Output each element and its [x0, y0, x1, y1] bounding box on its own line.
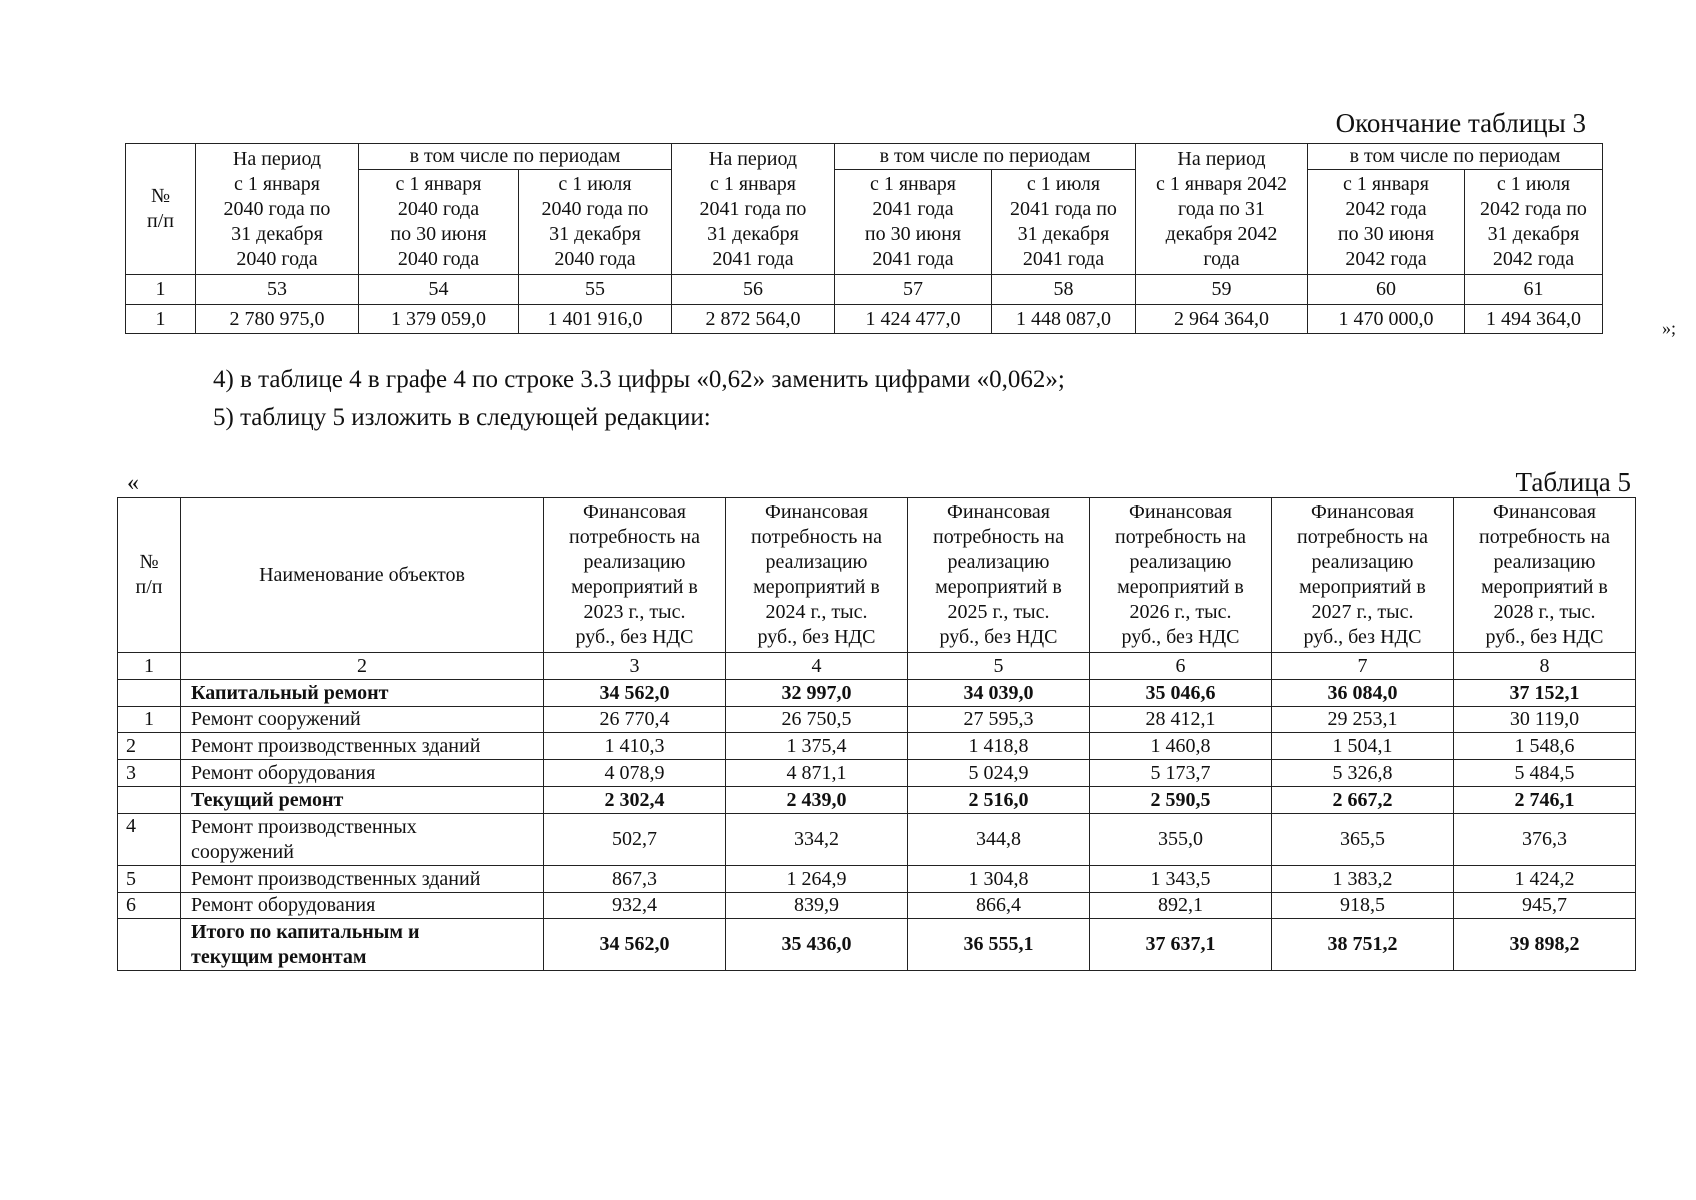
t5-cell: 1 375,4 [726, 733, 908, 760]
t5-cell: 355,0 [1090, 814, 1272, 866]
t3-colnum: 53 [196, 275, 359, 305]
t5-cell-name: Текущий ремонт [181, 787, 544, 814]
t3-header-period-2042: На период с 1 января 2042 года по 31 декабря 2042 года [1136, 144, 1308, 275]
t5-cell: 34 562,0 [544, 680, 726, 707]
t3-cell: 1 [126, 305, 196, 334]
t3-colnum: 58 [992, 275, 1136, 305]
t5-cell: 2 590,5 [1090, 787, 1272, 814]
t3-header-period-2041: На период с 1 января 2041 года по 31 декабря 2041 года [672, 144, 835, 275]
t5-cell: 26 770,4 [544, 707, 726, 733]
t5-cell: 39 898,2 [1454, 919, 1636, 971]
t5-cell: 1 418,8 [908, 733, 1090, 760]
t5-cell: 38 751,2 [1272, 919, 1454, 971]
t3-cell: 1 424 477,0 [835, 305, 992, 334]
t5-cell: 892,1 [1090, 893, 1272, 919]
t5-cell-num [118, 787, 181, 814]
t5-cell: 37 152,1 [1454, 680, 1636, 707]
t5-cell-name: Итого по капитальным и текущим ремонтам [181, 919, 544, 971]
t5-column-numbers-row [118, 653, 1636, 680]
t3-cell: 1 401 916,0 [519, 305, 672, 334]
t5-header-2026: Финансовая потребность на реализацию мероприятий в 2026 г., тыс. руб., без НДС [1090, 498, 1272, 653]
t3-header-subgroup-2041: в том числе по периодам [835, 144, 1136, 170]
table3 [125, 143, 1603, 334]
t5-cell-num [118, 919, 181, 971]
t5-cell-name: Ремонт производственных зданий [181, 733, 544, 760]
t3-cell: 2 872 564,0 [672, 305, 835, 334]
t5-cell: 37 637,1 [1090, 919, 1272, 971]
t3-header-num: № п/п [126, 144, 196, 275]
t3-colnum: 57 [835, 275, 992, 305]
t5-cell: 376,3 [1454, 814, 1636, 866]
table5-open-quote: « [127, 470, 139, 496]
t5-cell-name: Капитальный ремонт [181, 680, 544, 707]
t5-cell: 839,9 [726, 893, 908, 919]
t3-colnum: 60 [1308, 275, 1465, 305]
t5-cell: 35 046,6 [1090, 680, 1272, 707]
t5-header-num: № п/п [118, 498, 181, 653]
t5-cell: 2 439,0 [726, 787, 908, 814]
t5-cell: 5 173,7 [1090, 760, 1272, 787]
t5-cell: 28 412,1 [1090, 707, 1272, 733]
t5-header-2023: Финансовая потребность на реализацию мероприятий в 2023 г., тыс. руб., без НДС [544, 498, 726, 653]
t5-cell: 2 516,0 [908, 787, 1090, 814]
t5-cell: 344,8 [908, 814, 1090, 866]
table-row [118, 919, 1636, 971]
t5-cell: 2 302,4 [544, 787, 726, 814]
t5-cell: 334,2 [726, 814, 908, 866]
t5-cell: 2 667,2 [1272, 787, 1454, 814]
t3-header-h2-2041: с 1 июля 2041 года по 31 декабря 2041 года [992, 170, 1136, 275]
t5-cell: 1 410,3 [544, 733, 726, 760]
paragraph-5: 5) таблицу 5 изложить в следующей редакции: [213, 404, 711, 431]
t5-colnum: 3 [544, 653, 726, 680]
t5-header-2024: Финансовая потребность на реализацию мероприятий в 2024 г., тыс. руб., без НДС [726, 498, 908, 653]
t5-cell: 1 548,6 [1454, 733, 1636, 760]
t5-header-2027: Финансовая потребность на реализацию мероприятий в 2027 г., тыс. руб., без НДС [1272, 498, 1454, 653]
table3-closing-quote: »; [1662, 318, 1677, 338]
t5-cell: 29 253,1 [1272, 707, 1454, 733]
t5-cell-num [118, 680, 181, 707]
t3-header-subgroup-2042: в том числе по периодам [1308, 144, 1603, 170]
t3-colnum: 1 [126, 275, 196, 305]
table-row [118, 787, 1636, 814]
t5-header-name: Наименование объектов [181, 498, 544, 653]
t5-cell: 2 746,1 [1454, 787, 1636, 814]
t5-cell-name: Ремонт оборудования [181, 893, 544, 919]
table-row [118, 893, 1636, 919]
t5-cell: 27 595,3 [908, 707, 1090, 733]
t3-cell: 1 470 000,0 [1308, 305, 1465, 334]
table5 [117, 497, 1636, 971]
t3-data-row [126, 305, 1603, 334]
t5-cell: 5 484,5 [1454, 760, 1636, 787]
t5-cell: 867,3 [544, 866, 726, 893]
t3-colnum: 56 [672, 275, 835, 305]
t3-header-h1-2040: с 1 января 2040 года по 30 июня 2040 года [359, 170, 519, 275]
t5-cell: 502,7 [544, 814, 726, 866]
t3-cell: 2 780 975,0 [196, 305, 359, 334]
t3-header-h2-2040: с 1 июля 2040 года по 31 декабря 2040 года [519, 170, 672, 275]
t5-header-row [118, 498, 1636, 653]
t5-cell: 1 460,8 [1090, 733, 1272, 760]
t3-column-numbers-row [126, 275, 1603, 305]
table-row [118, 733, 1636, 760]
table-row [118, 814, 1636, 866]
t5-cell: 1 504,1 [1272, 733, 1454, 760]
t5-cell-num: 6 [118, 893, 181, 919]
t5-colnum: 4 [726, 653, 908, 680]
t5-cell: 34 039,0 [908, 680, 1090, 707]
paragraph-4: 4) в таблице 4 в графе 4 по строке 3.3 цифры «0,62» заменить цифрами «0,062»; [213, 366, 1065, 393]
t5-cell: 918,5 [1272, 893, 1454, 919]
t5-cell: 932,4 [544, 893, 726, 919]
t5-cell: 5 326,8 [1272, 760, 1454, 787]
t5-cell-num: 4 [118, 814, 181, 866]
t5-cell-name: Ремонт производственных сооружений [181, 814, 544, 866]
t5-cell: 32 997,0 [726, 680, 908, 707]
t3-colnum: 54 [359, 275, 519, 305]
table-row [118, 680, 1636, 707]
t5-cell: 36 555,1 [908, 919, 1090, 971]
t3-cell: 1 448 087,0 [992, 305, 1136, 334]
t5-cell: 1 264,9 [726, 866, 908, 893]
t3-cell: 1 379 059,0 [359, 305, 519, 334]
table-row [118, 866, 1636, 893]
t5-colnum: 8 [1454, 653, 1636, 680]
t5-cell: 4 078,9 [544, 760, 726, 787]
t3-header-h1-2042: с 1 января 2042 года по 30 июня 2042 года [1308, 170, 1465, 275]
t5-cell-num: 3 [118, 760, 181, 787]
t5-cell: 36 084,0 [1272, 680, 1454, 707]
t3-colnum: 61 [1465, 275, 1603, 305]
t5-cell: 30 119,0 [1454, 707, 1636, 733]
t3-cell: 1 494 364,0 [1465, 305, 1603, 334]
table3-caption: Окончание таблицы 3 [1335, 108, 1586, 138]
t3-cell: 2 964 364,0 [1136, 305, 1308, 334]
t5-cell: 5 024,9 [908, 760, 1090, 787]
t5-cell-name: Ремонт сооружений [181, 707, 544, 733]
t5-cell: 35 436,0 [726, 919, 908, 971]
t5-cell-name: Ремонт оборудования [181, 760, 544, 787]
t5-cell-num: 2 [118, 733, 181, 760]
table5-caption: Таблица 5 [1515, 467, 1631, 497]
t5-cell: 34 562,0 [544, 919, 726, 971]
t5-cell: 26 750,5 [726, 707, 908, 733]
t3-colnum: 55 [519, 275, 672, 305]
t3-header-period-2040: На период с 1 января 2040 года по 31 декабря 2040 года [196, 144, 359, 275]
t5-cell: 1 343,5 [1090, 866, 1272, 893]
t5-cell: 1 304,8 [908, 866, 1090, 893]
t3-header-h1-2041: с 1 января 2041 года по 30 июня 2041 года [835, 170, 992, 275]
t5-colnum: 2 [181, 653, 544, 680]
t5-cell: 866,4 [908, 893, 1090, 919]
t5-cell: 1 424,2 [1454, 866, 1636, 893]
table-row [118, 760, 1636, 787]
t3-header-h2-2042: с 1 июля 2042 года по 31 декабря 2042 года [1465, 170, 1603, 275]
t5-colnum: 5 [908, 653, 1090, 680]
t5-cell: 4 871,1 [726, 760, 908, 787]
t5-cell: 365,5 [1272, 814, 1454, 866]
t5-cell: 1 383,2 [1272, 866, 1454, 893]
t5-colnum: 7 [1272, 653, 1454, 680]
t5-header-2028: Финансовая потребность на реализацию мероприятий в 2028 г., тыс. руб., без НДС [1454, 498, 1636, 653]
t5-cell-name: Ремонт производственных зданий [181, 866, 544, 893]
t5-cell: 945,7 [1454, 893, 1636, 919]
t5-cell-num: 1 [118, 707, 181, 733]
t5-colnum: 6 [1090, 653, 1272, 680]
t5-colnum: 1 [118, 653, 181, 680]
table-row [118, 707, 1636, 733]
t5-header-2025: Финансовая потребность на реализацию мероприятий в 2025 г., тыс. руб., без НДС [908, 498, 1090, 653]
t3-header-subgroup-2040: в том числе по периодам [359, 144, 672, 170]
t5-cell-num: 5 [118, 866, 181, 893]
t3-colnum: 59 [1136, 275, 1308, 305]
